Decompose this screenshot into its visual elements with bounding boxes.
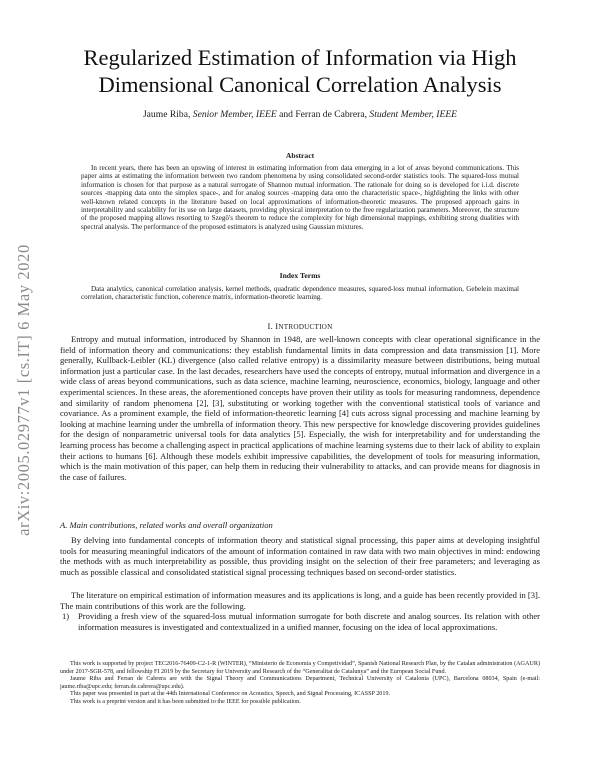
author2-role: Student Member, IEEE: [369, 109, 458, 120]
abstract-text: In recent years, there has been an upswing of interest in estimating information from data emerging in a lot of areas beyond communications. This paper aims at estimating the information between two random phenomena by using consolidated second-order statistics tools. The squared-loss mutual information is chosen for that purpose as a natural surrogate of Shannon mutual information. The rationale for doing so is developed for i.i.d. discrete sources -mapping data onto the simplex space-, and for analog sources -mapping data onto the characteristic space-, highlighting the links with other well-known related concepts in the literature based on local approximations of information-theoretic measures. The proposed approach gains in interpretability and scalability for its use on large datasets, providing physical interpretation to the free regularization parameters. Moreover, the structure of the proposed mapping allows resorting to Szegö's theorem to reduce the complexity for high dimensional mappings, exhibiting strong dualities with spectral analysis. The performance of the proposed estimators is analyzed using Gaussian mixtures.: [81, 164, 519, 231]
index-terms-text: Data analytics, canonical correlation analysis, kernel methods, quadratic dependence measures, squared-loss mutual information, Gebelein maximal correlation, characteristic function, coherence matrix, information-theoretic learning.: [81, 285, 519, 302]
intro-paragraph: Entropy and mutual information, introduced by Shannon in 1948, are well-known concepts with clear operational significance in the field of information theory and communications: they establish fundamental limits in data compression and data transmission [1]. More generally, Kullback-Leibler (KL) divergence (also called relative entropy) is a dissimilarity measure between distributions, being mutual information just a particular case. In the last decades, researchers have used the concepts of entropy, mutual information and divergence in a wide class of areas beyond communications, such as data science, machine learning, neuroscience, economics, biology, language and other experimental sciences. In these areas, the aforementioned concepts have proven their utility as tools for measuring randomness, dependence and similarity of random phenomena [2], [3], substituting or working together with the conventional statistical tools of variance and covariance. As a prominent example, the field of information-theoretic learning [4] cuts across signal processing and machine learning by looking at machine learning under the umbrella of information theory. This new perspective for knowledge discovering provides guidelines for the design of nonparametric universal tools for data analytics [5]. Especially, the wish for interpretability and for understanding the learning process has become a challenging aspect in practical applications of machine learning systems due to their lack of ability to explain their actions to humans [6]. Although these models exhibit impressive capabilities, the development of tools for measuring information, which is the main motivation of this paper, can help them in reducing their vulnerability to attacks, and can provide means for diagnosis in the case of failures.: [60, 334, 540, 482]
footnotes: [60, 661, 540, 706]
footnote-preprint: This work is a preprint version and it has been submitted to the IEEE for possible publication.: [70, 698, 301, 705]
contributions-paragraph: By delving into fundamental concepts of information theory and statistical signal processing, this paper aims at developing insightful tools for measuring meaningful indicators of the amount of information contained in raw data with two main objectives in mind: endowing the methods with as much interpretability as possible, thus providing insight on the selection of their free parameters; and leveraging as much as possible classical and consolidated statistical signal processing techniques based on second-order statistics.: [60, 535, 540, 577]
list-item-text: Providing a fresh view of the squared-loss mutual information surrogate for both discrete and analog sources. Its relation with other information measures is investigated and contextualized in a unified manner, focusing on the idea of local approximations.: [78, 611, 540, 632]
section-heading-introduction: [60, 321, 540, 331]
literature-paragraph: The literature on empirical estimation of information measures and its applications is long, and a guide has been recently provided in [3]. The main contributions of this work are the following.: [60, 590, 540, 611]
footnote-conference: This paper was presented in part at the 44th International Conference on Acoustics, Speech, and Signal Processing, ICASSP 2019.: [70, 691, 391, 697]
section-title-rest: NTRODUCTION: [278, 323, 333, 331]
footnote-affiliation: Jaume Riba and Ferran de Cabrera are with the Signal Theory and Communications Department, Technical University of Catalonia (UPC), Barcelona 08034, Spain (e-mail: jaume.riba@upc.edu; ferran.de.cabrera@upc.edu).: [60, 676, 540, 690]
author1-role: Senior Member, IEEE: [192, 109, 277, 120]
list-item-number: 1): [62, 611, 70, 621]
subsection-heading: A. Main contributions, related works and overall organization: [60, 520, 273, 530]
arxiv-stamp: arXiv:2005.02977v1 [cs.IT] 6 May 2020: [14, 244, 33, 536]
footnote-funding: This work is supported by project TEC2016-76409-C2-1-R (WINTER), “Ministerio de Economia y Competividad”, Spanish National Research Plan, by the Catalan administration (AGAUR) under 2017-SGR-578, and fellowship FI 2019 by the Secretary for University and Research of the “Generalitat de Catalunya” and the European Social Fund.: [60, 661, 540, 675]
abstract-heading: Abstract: [285, 151, 315, 160]
paper-title: Regularized Estimation of Information via High Dimensional Canonical Correlation Analysis: [83, 45, 517, 97]
author-line: [40, 109, 560, 120]
author1-name: Jaume Riba,: [142, 109, 193, 120]
section-title-initial: I: [275, 321, 279, 331]
index-terms-heading: Index Terms: [279, 271, 321, 280]
section-number: I.: [267, 321, 276, 331]
author-conjunction: and Ferran de Cabrera,: [276, 109, 370, 120]
